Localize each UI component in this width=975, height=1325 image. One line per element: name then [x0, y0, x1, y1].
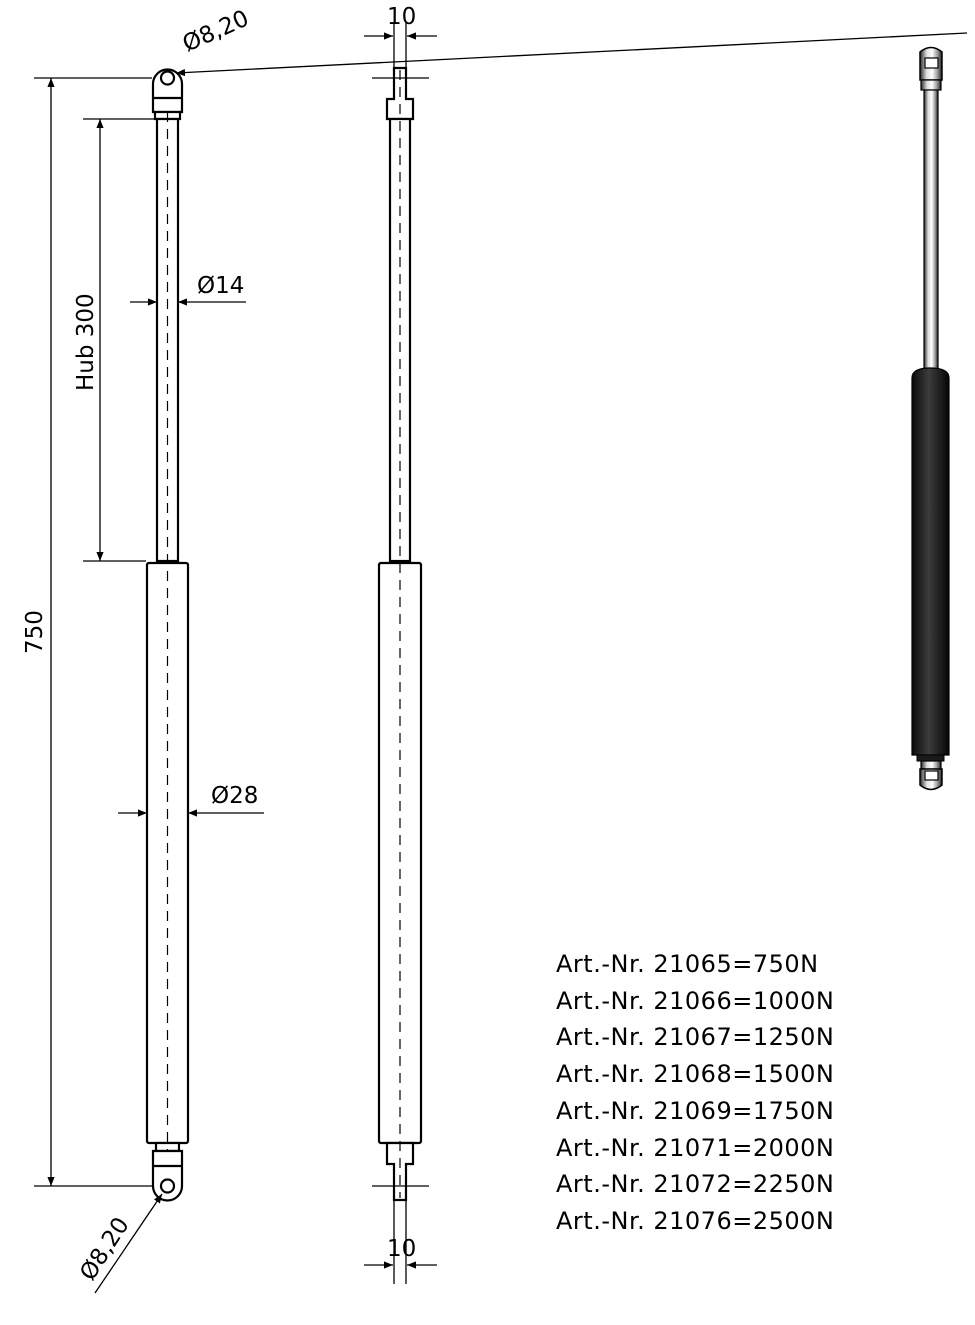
side-view: [379, 68, 421, 1200]
total-length-label: 750: [22, 610, 48, 654]
width-top-label: 10: [387, 4, 417, 30]
article-item: Art.-Nr. 21076=2500N: [556, 1206, 835, 1235]
side-piston-rod: [390, 119, 410, 561]
stroke-label: Hub 300: [73, 293, 99, 391]
article-item: Art.-Nr. 21067=1250N: [556, 1023, 835, 1052]
article-item: Art.-Nr. 21071=2000N: [556, 1133, 835, 1162]
article-item: Art.-Nr. 21065=750N: [556, 950, 819, 978]
front-view: [147, 70, 188, 1201]
article-item: Art.-Nr. 21068=1500N: [556, 1060, 835, 1089]
gas-spring-rendering: [912, 48, 949, 790]
article-item: Art.-Nr. 21066=1000N: [556, 986, 835, 1015]
article-item: Art.-Nr. 21072=2250N: [556, 1170, 835, 1199]
article-item: Art.-Nr. 21069=1750N: [556, 1096, 835, 1125]
tube-diameter-label: Ø28: [211, 783, 259, 809]
bottom-eye-fitting: [153, 1143, 182, 1201]
rod-diameter-label: Ø14: [197, 273, 245, 299]
article-list: [556, 946, 834, 1240]
eye-top-diameter-label: Ø8,20: [178, 5, 253, 58]
top-eye-fitting: [153, 70, 182, 120]
width-bottom-label: 10: [387, 1236, 417, 1262]
eye-bottom-diameter-label: Ø8,20: [75, 1212, 135, 1286]
